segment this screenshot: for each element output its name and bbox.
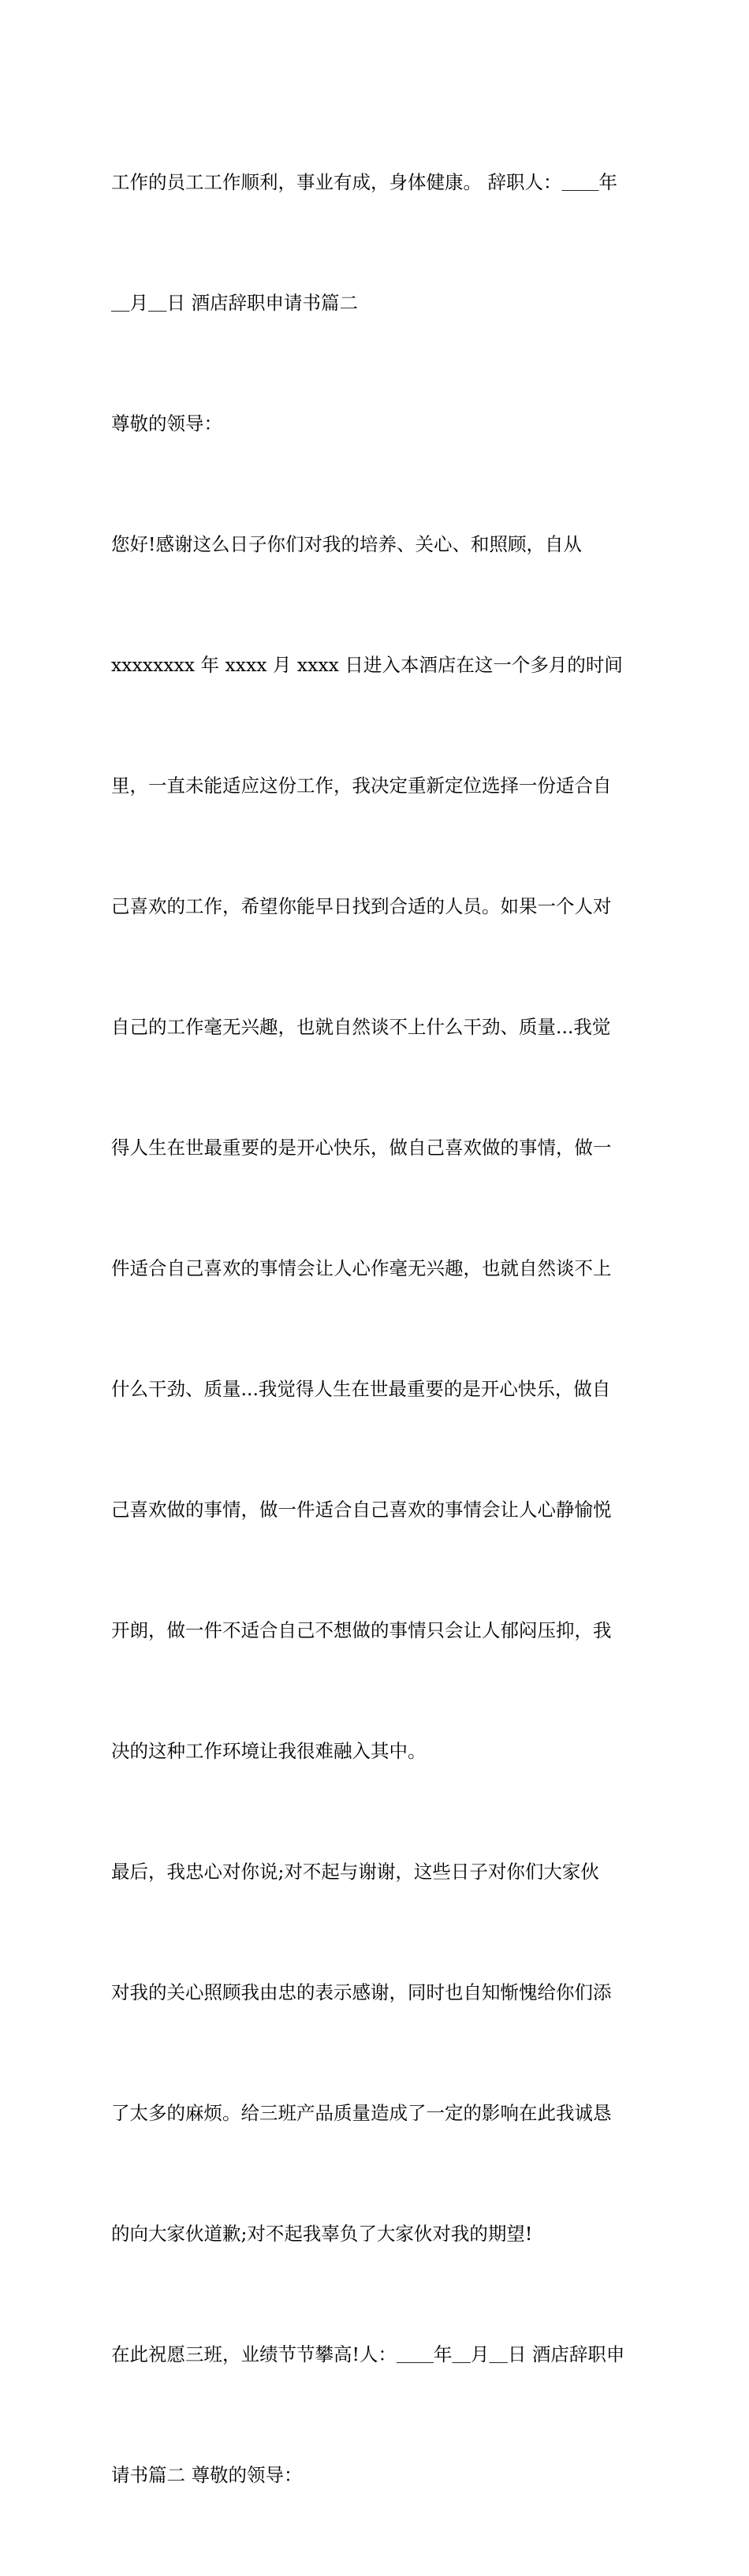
- text-line: 对我的关心照顾我由忠的表示感谢，同时也自知惭愧给你们添: [111, 1981, 612, 2003]
- text-line: 您好!感谢这么日子你们对我的培养、关心、和照顾，自从: [111, 533, 582, 555]
- document-body: [111, 82, 647, 2576]
- text-line: 的向大家伙道歉;对不起我辜负了大家伙对我的期望!: [111, 2223, 533, 2245]
- text-line: 工作的员工工作顺利，事业有成，身体健康。 辞职人：＿＿年: [111, 171, 617, 193]
- text-line: 开朗，做一件不适合自己不想做的事情只会让人郁闷压抑，我: [111, 1619, 612, 1641]
- text-line: ＿月＿日 酒店辞职申请书篇二: [111, 292, 358, 314]
- text-line: 什么干劲、质量...我觉得人生在世最重要的是开心快乐，做自: [111, 1378, 611, 1400]
- text-line: 在此祝愿三班，业绩节节攀高!人：＿＿年＿月＿日 酒店辞职申: [111, 2343, 625, 2365]
- text-line: 里，一直未能适应这份工作，我决定重新定位选择一份适合自: [111, 775, 612, 797]
- text-line: 己喜欢的工作，希望你能早日找到合适的人员。如果一个人对: [111, 895, 612, 917]
- text-line: 最后，我忠心对你说;对不起与谢谢，这些日子对你们大家伙: [111, 1861, 599, 1883]
- text-line: 件适合自己喜欢的事情会让人心作毫无兴趣，也就自然谈不上: [111, 1257, 612, 1279]
- text-line: 自己的工作毫无兴趣，也就自然谈不上什么干劲、质量...我觉: [111, 1016, 611, 1038]
- salutation-line: 尊敬的领导：: [111, 413, 222, 435]
- text-line: 己喜欢做的事情，做一件适合自己喜欢的事情会让人心静愉悦: [111, 1499, 612, 1521]
- text-line: 请书篇二 尊敬的领导：: [111, 2464, 303, 2486]
- text-line: 决的这种工作环境让我很难融入其中。: [111, 1740, 427, 1762]
- text-line: xxxxxxxx 年 xxxx 月 xxxx 日进入本酒店在这一个多月的时间: [111, 654, 623, 676]
- text-line: 得人生在世最重要的是开心快乐，做自己喜欢做的事情，做一: [111, 1137, 612, 1159]
- text-line: 了太多的麻烦。给三班产品质量造成了一定的影响在此我诚恳: [111, 2102, 612, 2124]
